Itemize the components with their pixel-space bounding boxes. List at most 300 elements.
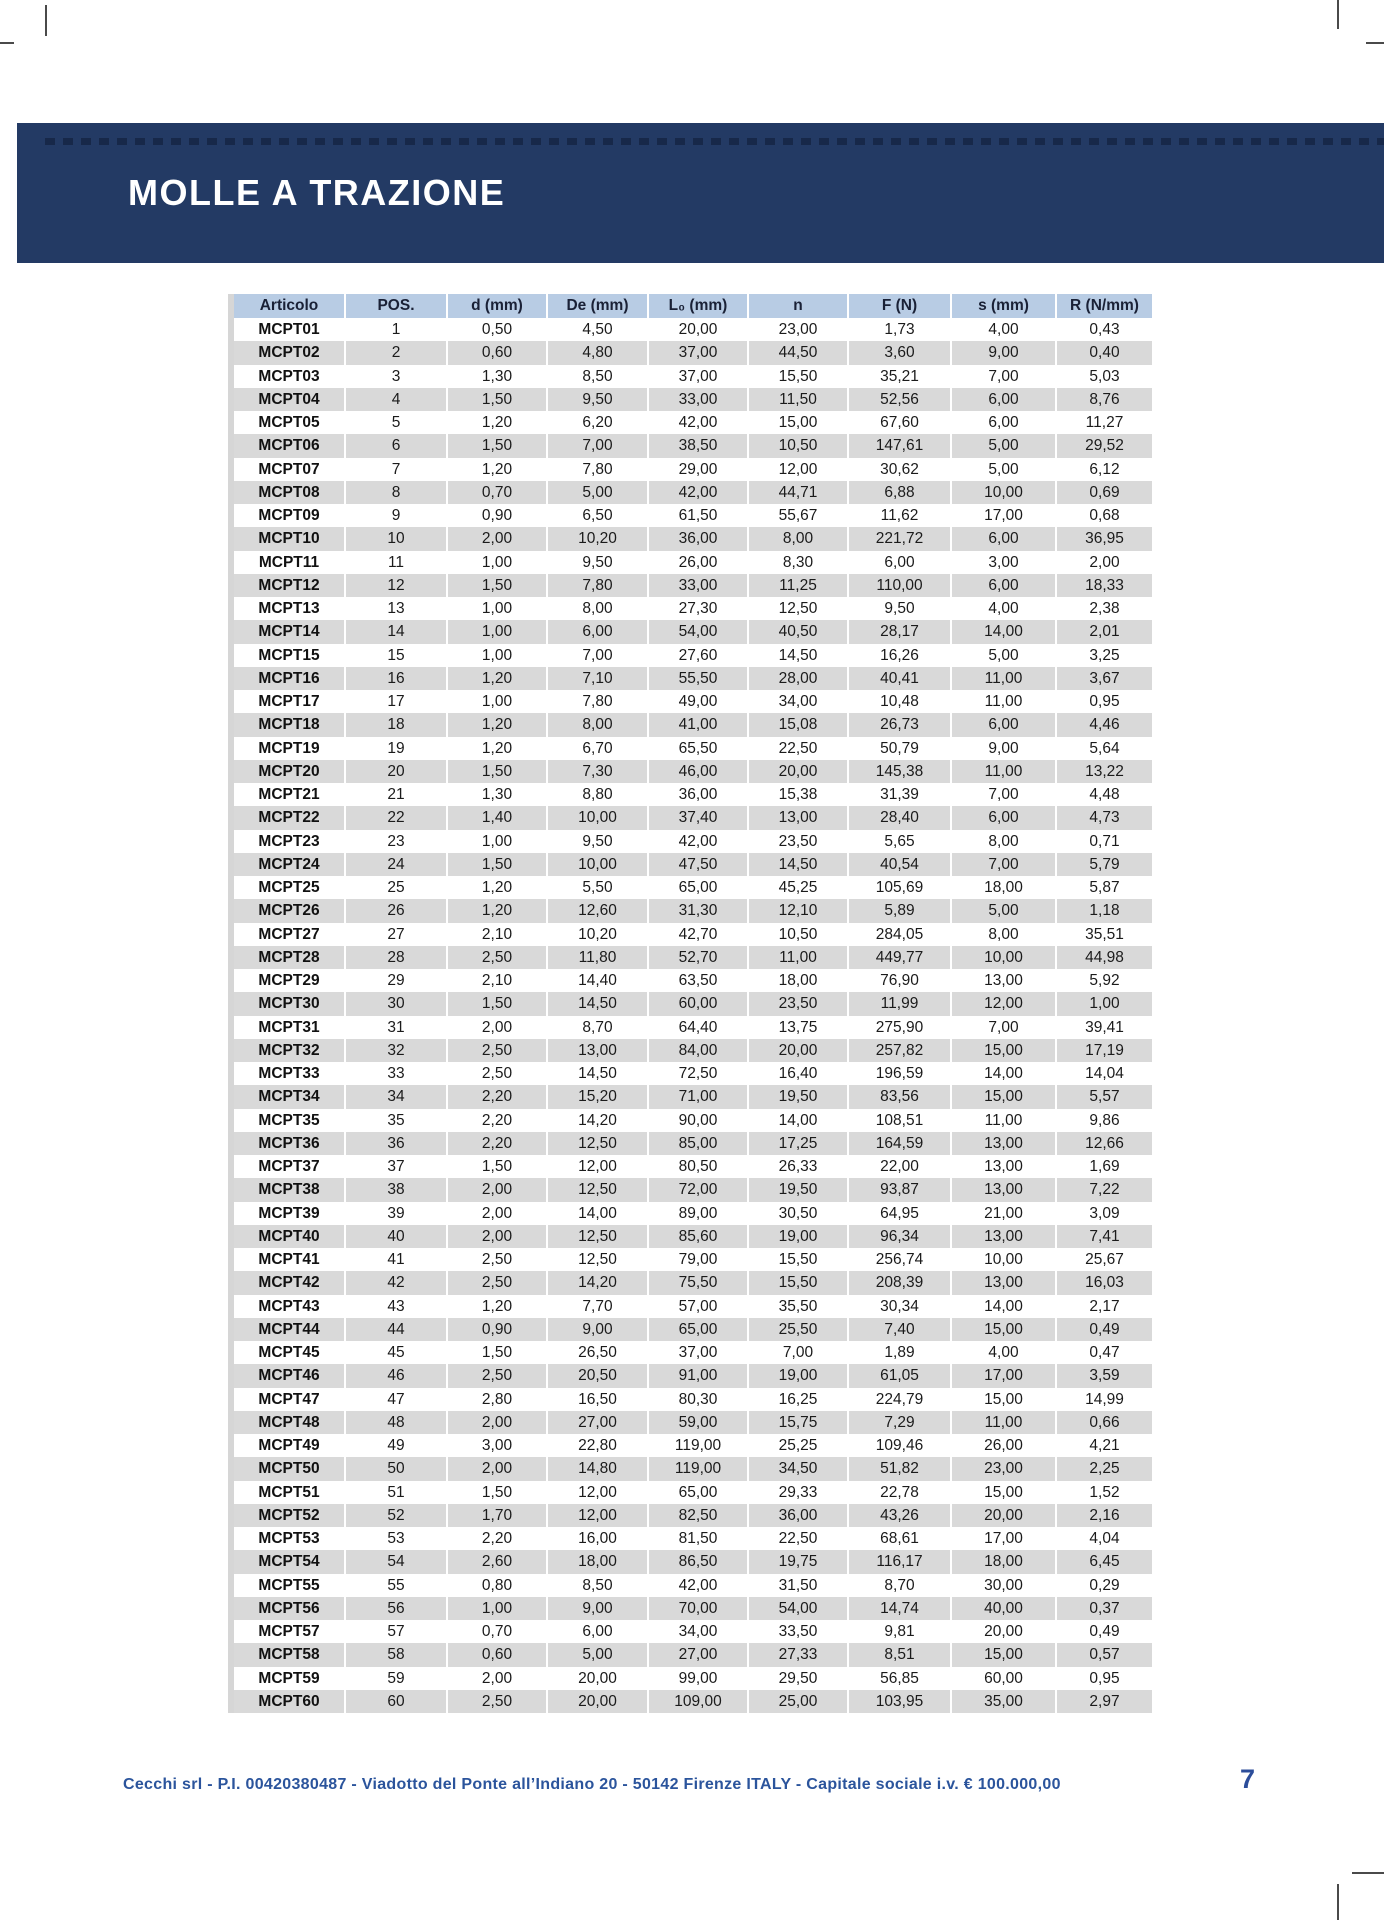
table-cell: 16,03 [1055,1271,1152,1294]
table-cell: 59,00 [647,1411,747,1434]
table-cell: 85,00 [647,1132,747,1155]
table-cell: MCPT55 [258,1576,320,1594]
table-row [234,1504,1152,1527]
table-cell: 9 [344,504,446,527]
table-cell: 23,00 [747,318,847,341]
table-cell: 12,00 [747,458,847,481]
table-row [234,1550,1152,1573]
table-cell: MCPT09 [258,507,320,524]
table-cell: 4,00 [950,1341,1055,1364]
table-cell: 20,50 [546,1364,647,1387]
table-cell: 12,10 [747,899,847,922]
table-cell: 0,69 [1055,481,1152,504]
table-cell: 65,00 [647,876,747,899]
springs-table [228,294,1152,1713]
table-cell: 110,00 [847,574,950,597]
table-cell: 6,00 [950,806,1055,829]
table-row [234,1620,1152,1643]
table-cell: 8,70 [847,1574,950,1597]
table-cell: 147,61 [847,434,950,457]
table-cell: 0,71 [1055,830,1152,853]
table-cell: 2,20 [446,1109,546,1132]
table-cell: 5,64 [1055,737,1152,760]
table-cell: 6,00 [950,411,1055,434]
table-cell: 1,50 [446,992,546,1015]
table-cell: 4 [344,388,446,411]
table-cell: 7,29 [847,1411,950,1434]
table-cell: MCPT51 [258,1483,320,1501]
table-row [234,1062,1152,1085]
table-row [234,1481,1152,1504]
table-cell: 57 [344,1620,446,1643]
table-cell: 56,85 [847,1667,950,1690]
table-cell: 61,05 [847,1364,950,1387]
table-cell: 14,50 [747,644,847,667]
table-cell: 1,52 [1055,1481,1152,1504]
table-cell: MCPT36 [258,1134,320,1152]
table-cell: 2,00 [446,1178,546,1201]
table-cell: MCPT31 [258,1018,320,1036]
table-cell: 16 [344,667,446,690]
table-cell: 64,40 [647,1016,747,1039]
table-cell: 90,00 [647,1109,747,1132]
table-cell: 0,70 [446,1620,546,1643]
table-cell: 284,05 [847,923,950,946]
table-cell: 2,00 [446,527,546,550]
table-cell: 25 [344,876,446,899]
table-cell: 54,00 [747,1597,847,1620]
table-cell: 4,04 [1055,1527,1152,1550]
table-cell: 30,00 [950,1574,1055,1597]
table-cell: MCPT40 [258,1227,320,1245]
table-row [234,1225,1152,1248]
table-cell: 31 [344,1016,446,1039]
table-cell: 28,40 [847,806,950,829]
table-cell: 29,33 [747,1481,847,1504]
table-cell: 5,03 [1055,365,1152,388]
table-cell: 80,50 [647,1155,747,1178]
table-cell: 39,41 [1055,1016,1152,1039]
table-cell: MCPT03 [258,367,320,385]
table-cell: 16,26 [847,644,950,667]
table-cell: 256,74 [847,1248,950,1271]
table-cell: 11,99 [847,992,950,1015]
table-cell: 15,50 [747,1248,847,1271]
table-cell: 23,50 [747,992,847,1015]
table-cell: 79,00 [647,1248,747,1271]
table-cell: 50 [344,1457,446,1480]
table-cell: MCPT41 [258,1251,320,1268]
table-cell: MCPT18 [258,716,320,734]
table-cell: 11 [344,551,446,574]
table-cell: 10,00 [950,481,1055,504]
table-cell: 15,50 [747,1271,847,1294]
table-cell: 11,00 [950,1109,1055,1132]
table-cell: 28,00 [747,667,847,690]
table-cell: 52,56 [847,388,950,411]
table-cell: 1,20 [446,1295,546,1318]
table-cell: MCPT15 [258,646,320,664]
table-cell: 0,80 [446,1574,546,1597]
table-cell: 3,09 [1055,1202,1152,1225]
table-cell: 14,74 [847,1597,950,1620]
page-number: 7 [1240,1764,1256,1794]
table-cell: 27,33 [747,1643,847,1666]
table-cell: 17,19 [1055,1039,1152,1062]
table-cell: MCPT24 [258,855,320,873]
table-cell: 3 [344,365,446,388]
table-cell: 7,30 [546,760,647,783]
table-cell: 14,00 [950,620,1055,643]
table-cell: 0,70 [446,481,546,504]
table-cell: 13,75 [747,1016,847,1039]
table-cell: 1,00 [1055,992,1152,1015]
table-cell: 40,00 [950,1597,1055,1620]
table-cell: 80,30 [647,1388,747,1411]
table-row [234,551,1152,574]
table-cell: 30,50 [747,1202,847,1225]
table-cell: MCPT17 [258,693,320,710]
table-cell: 14,20 [546,1271,647,1294]
table-cell: MCPT49 [258,1437,320,1454]
table-row [234,504,1152,527]
table-cell: 2,00 [446,1202,546,1225]
table-cell: 12,66 [1055,1132,1152,1155]
table-cell: 76,90 [847,969,950,992]
table-cell: 12 [344,574,446,597]
table-cell: 1,20 [446,899,546,922]
table-cell: 2,50 [446,1039,546,1062]
table-cell: 3,59 [1055,1364,1152,1387]
table-cell: 20,00 [950,1504,1055,1527]
table-cell: 48 [344,1411,446,1434]
table-cell: MCPT56 [258,1599,320,1617]
table-cell: 31,39 [847,783,950,806]
table-row [234,667,1152,690]
table-cell: 12,00 [546,1504,647,1527]
table-cell: 17 [344,690,446,713]
page-title: MOLLE A TRAZIONE [128,172,506,213]
table-cell: 15,38 [747,783,847,806]
table-cell: 2,10 [446,923,546,946]
table-cell: 68,61 [847,1527,950,1550]
table-cell: 40,50 [747,620,847,643]
footer-company-info: Cecchi srl - P.I. 00420380487 - Viadotto del Ponte all’Indiano 20 - 50142 Firenze ITALY - Capitale sociale i.v. € 100.000,00 [123,1776,1061,1793]
table-cell: 27,00 [546,1411,647,1434]
table-cell: 5,00 [950,458,1055,481]
table-cell: 1,50 [446,1481,546,1504]
table-cell: 42,70 [647,923,747,946]
table-cell: 5,87 [1055,876,1152,899]
table-body [228,318,1152,1713]
table-row [234,1388,1152,1411]
table-cell: 8,80 [546,783,647,806]
table-cell: 15,00 [950,1643,1055,1666]
table-cell: 221,72 [847,527,950,550]
table-cell: 1,50 [446,853,546,876]
table-cell: 28,17 [847,620,950,643]
table-cell: 40,54 [847,853,950,876]
table-cell: 37 [344,1155,446,1178]
table-cell: 18,00 [950,876,1055,899]
table-cell: 11,27 [1055,411,1152,434]
table-cell: 2,00 [446,1667,546,1690]
table-cell: 9,00 [546,1318,647,1341]
table-cell: 14 [344,620,446,643]
table-cell: MCPT53 [258,1530,320,1547]
table-cell: 25,00 [747,1690,847,1713]
table-cell: 14,40 [546,969,647,992]
table-cell: 67,60 [847,411,950,434]
column-header: d (mm) [446,294,546,318]
table-cell: 2,17 [1055,1295,1152,1318]
table-cell: 1,50 [446,434,546,457]
table-cell: 33,50 [747,1620,847,1643]
table-cell: MCPT10 [258,530,320,548]
table-cell: 43,26 [847,1504,950,1527]
table-cell: 46,00 [647,760,747,783]
table-cell: 51 [344,1481,446,1504]
table-cell: 26,00 [950,1434,1055,1457]
table-cell: 27,60 [647,644,747,667]
table-cell: 2,00 [446,1016,546,1039]
table-cell: 2,16 [1055,1504,1152,1527]
table-cell: 10,00 [950,1248,1055,1271]
table-cell: 42,00 [647,1574,747,1597]
table-cell: 54 [344,1550,446,1573]
table-cell: MCPT59 [258,1669,320,1687]
table-cell: 7,22 [1055,1178,1152,1201]
table-cell: 45 [344,1341,446,1364]
table-cell: MCPT06 [258,437,320,455]
table-cell: 36,00 [647,783,747,806]
table-cell: 47,50 [647,853,747,876]
table-cell: 23,00 [950,1457,1055,1480]
table-cell: 29,50 [747,1667,847,1690]
table-cell: 12,50 [747,597,847,620]
table-cell: 37,00 [647,1341,747,1364]
table-cell: 52,70 [647,946,747,969]
table-cell: 84,00 [647,1039,747,1062]
table-cell: 5,00 [950,644,1055,667]
table-row [234,713,1152,736]
table-cell: 14,00 [747,1109,847,1132]
table-cell: 26,50 [546,1341,647,1364]
table-cell: 9,86 [1055,1109,1152,1132]
table-cell: 8,70 [546,1016,647,1039]
table-cell: 42 [344,1271,446,1294]
table-cell: 8,00 [546,713,647,736]
table-cell: 44,50 [747,341,847,364]
table-cell: 26 [344,899,446,922]
table-cell: MCPT52 [258,1506,320,1524]
table-cell: 13,00 [747,806,847,829]
table-cell: 1,50 [446,388,546,411]
table-cell: 12,50 [546,1132,647,1155]
table-row [234,923,1152,946]
table-cell: 54,00 [647,620,747,643]
table-cell: 27 [344,923,446,946]
crop-mark [1366,42,1384,44]
table-cell: 3,25 [1055,644,1152,667]
table-cell: 47 [344,1388,446,1411]
table-cell: 46 [344,1364,446,1387]
table-cell: 0,90 [446,1318,546,1341]
table-cell: 1,89 [847,1341,950,1364]
table-cell: 24 [344,853,446,876]
table-cell: 86,50 [647,1550,747,1573]
table-cell: 11,80 [546,946,647,969]
table-cell: 2,00 [446,1225,546,1248]
table-cell: 0,37 [1055,1597,1152,1620]
table-cell: 4,80 [546,341,647,364]
table-cell: 13,00 [950,1225,1055,1248]
table-cell: 37,40 [647,806,747,829]
table-cell: 20,00 [546,1690,647,1713]
table-cell: 36,95 [1055,527,1152,550]
table-cell: 6,00 [950,527,1055,550]
table-cell: 60,00 [647,992,747,1015]
table-cell: 83,56 [847,1085,950,1108]
table-cell: 5,00 [546,481,647,504]
table-cell: 0,60 [446,341,546,364]
table-cell: 7,00 [546,644,647,667]
table-cell: 16,40 [747,1062,847,1085]
table-cell: 44,98 [1055,946,1152,969]
table-cell: 35,00 [950,1690,1055,1713]
table-cell: MCPT38 [258,1181,320,1199]
table-cell: 6,70 [546,737,647,760]
table-cell: 6,88 [847,481,950,504]
table-cell: 3,00 [446,1434,546,1457]
table-cell: 12,60 [546,899,647,922]
table-cell: 7,10 [546,667,647,690]
table-cell: 11,50 [747,388,847,411]
table-cell: 5,50 [546,876,647,899]
table-cell: 12,00 [950,992,1055,1015]
table-cell: 1,20 [446,411,546,434]
table-cell: 3,00 [950,551,1055,574]
table-cell: 34,50 [747,1457,847,1480]
table-cell: 43 [344,1295,446,1318]
table-cell: MCPT47 [258,1390,320,1408]
table-cell: MCPT25 [258,879,320,896]
table-cell: 38 [344,1178,446,1201]
table-cell: 449,77 [847,946,950,969]
table-cell: 105,69 [847,876,950,899]
table-cell: 13,22 [1055,760,1152,783]
table-cell: 5,89 [847,899,950,922]
table-cell: 19,00 [747,1364,847,1387]
table-row [234,946,1152,969]
table-row [234,527,1152,550]
table-row [234,1690,1152,1713]
table-cell: 99,00 [647,1667,747,1690]
table-cell: 63,50 [647,969,747,992]
table-cell: 6,50 [546,504,647,527]
table-cell: 89,00 [647,1202,747,1225]
table-cell: MCPT45 [258,1344,320,1361]
table-row [234,318,1152,341]
table-cell: 20 [344,760,446,783]
table-cell: 7,00 [747,1341,847,1364]
table-cell: 7 [344,458,446,481]
table-row [234,1341,1152,1364]
table-cell: 0,49 [1055,1318,1152,1341]
table-cell: 1,20 [446,737,546,760]
table-cell: 3,67 [1055,667,1152,690]
table-cell: 0,66 [1055,1411,1152,1434]
table-cell: 34,00 [747,690,847,713]
table-cell: 1,00 [446,644,546,667]
table-cell: 5,00 [950,899,1055,922]
table-cell: 15,00 [950,1039,1055,1062]
table-cell: 2,20 [446,1085,546,1108]
table-cell: 275,90 [847,1016,950,1039]
table-cell: 18,00 [950,1550,1055,1573]
table-cell: 2,60 [446,1550,546,1573]
table-cell: 6,12 [1055,458,1152,481]
table-cell: 9,00 [950,341,1055,364]
table-cell: MCPT28 [258,948,320,966]
table-cell: 27,00 [647,1643,747,1666]
table-cell: 1,70 [446,1504,546,1527]
table-cell: 9,81 [847,1620,950,1643]
table-cell: MCPT44 [258,1320,320,1338]
column-header: R (N/mm) [1055,294,1152,318]
table-cell: MCPT08 [258,483,320,501]
table-cell: 11,00 [747,946,847,969]
table-row [234,597,1152,620]
table-cell: MCPT19 [258,739,320,757]
column-header: De (mm) [546,294,647,318]
table-cell: 20,00 [950,1620,1055,1643]
section-banner [17,123,1384,263]
table-cell: 41 [344,1248,446,1271]
table-cell: 75,50 [647,1271,747,1294]
table-cell: 93,87 [847,1178,950,1201]
table-row [234,620,1152,643]
table-cell: 2,50 [446,1690,546,1713]
table-cell: 1,30 [446,365,546,388]
table-cell: 20,00 [546,1667,647,1690]
table-cell: 18,33 [1055,574,1152,597]
table-cell: 36,00 [647,527,747,550]
table-cell: 15,00 [747,411,847,434]
table-cell: 26,00 [647,551,747,574]
table-cell: 22,80 [546,1434,647,1457]
table-cell: 81,50 [647,1527,747,1550]
column-header: POS. [344,294,446,318]
table-cell: 5,92 [1055,969,1152,992]
table-cell: 14,20 [546,1109,647,1132]
table-cell: 8,00 [546,597,647,620]
table-cell: 12,50 [546,1248,647,1271]
table-cell: 15,50 [747,365,847,388]
table-cell: 14,00 [950,1295,1055,1318]
table-cell: 8,50 [546,365,647,388]
table-cell: 108,51 [847,1109,950,1132]
table-cell: 42,00 [647,481,747,504]
table-cell: 91,00 [647,1364,747,1387]
table-cell: 60,00 [950,1667,1055,1690]
crop-mark [45,5,47,36]
table-row [234,1271,1152,1294]
table-cell: 1,00 [446,830,546,853]
table-cell: MCPT43 [258,1297,320,1315]
crop-mark [1337,0,1339,29]
table-cell: 42,00 [647,830,747,853]
